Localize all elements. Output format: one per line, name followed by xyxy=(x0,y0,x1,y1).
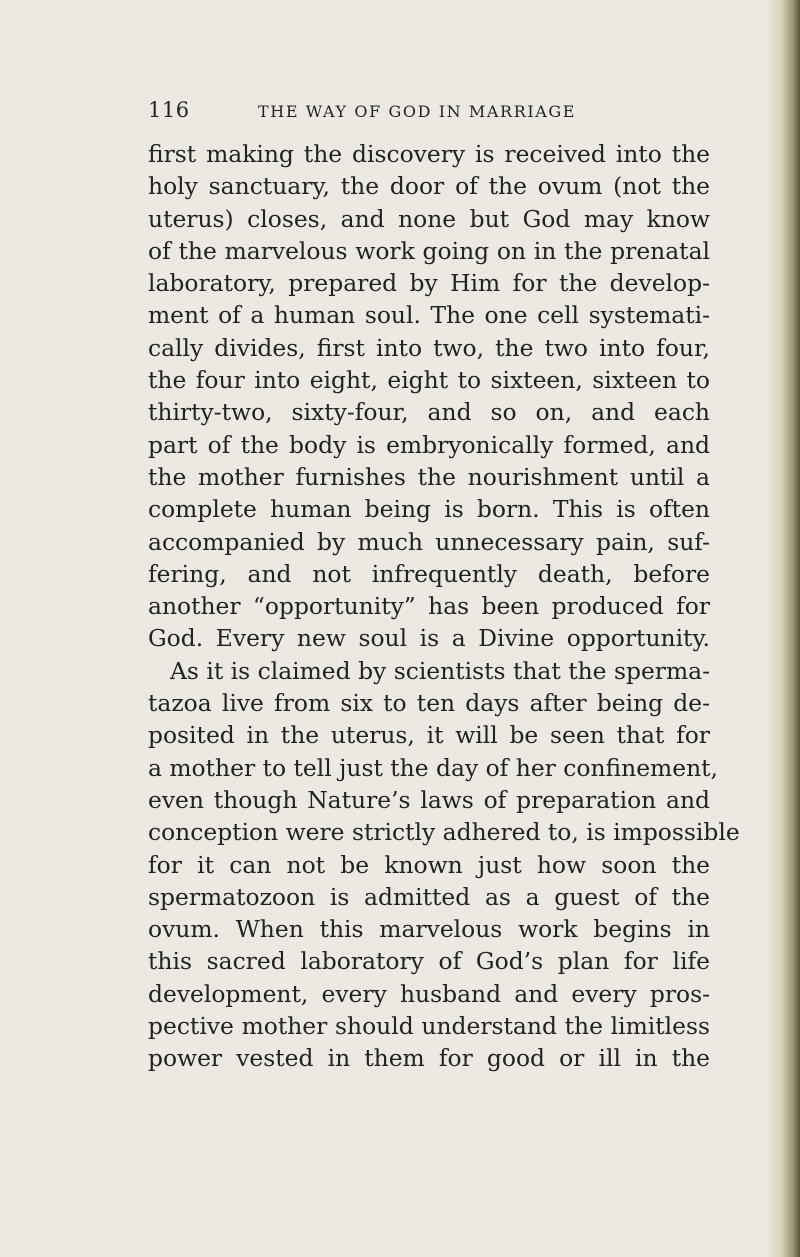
page-edge-shadow xyxy=(766,0,800,1257)
text-line: uterus) closes, and none but God may know xyxy=(148,204,710,233)
text-line: fering, and not infrequently death, before xyxy=(148,559,710,588)
text-line: pective mother should understand the limitless xyxy=(148,1012,710,1041)
text-line: for it can not be known just how soon the xyxy=(148,850,710,879)
text-line: ovum. When this marvelous work begins in xyxy=(148,915,710,944)
text-line: tazoa live from six to ten days after being de- xyxy=(148,689,710,718)
running-head: THE WAY OF GOD IN MARRIAGE xyxy=(258,102,577,121)
text-line: thirty-two, sixty-four, and so on, and each xyxy=(148,398,710,427)
text-line: even though Nature’s laws of preparation and xyxy=(148,785,710,814)
text-line: conception were strictly adhered to, is impossible xyxy=(148,818,740,847)
text-line: the mother furnishes the nourishment until a xyxy=(148,462,710,491)
text-line: complete human being is born. This is often xyxy=(148,495,710,524)
page-number: 116 xyxy=(148,98,190,122)
text-line: God. Every new soul is a Divine opportunity. xyxy=(148,624,710,653)
text-line: first making the discovery is received into the xyxy=(148,140,710,168)
text-line: development, every husband and every pros- xyxy=(148,979,710,1008)
text-line: ment of a human soul. The one cell systemati- xyxy=(148,301,710,330)
page-header xyxy=(148,98,638,126)
text-line: spermatozoon is admitted as a guest of the xyxy=(148,882,710,911)
text-line: of the marvelous work going on in the prenatal xyxy=(148,236,710,265)
text-line: the four into eight, eight to sixteen, sixteen to xyxy=(148,366,710,395)
text-line: laboratory, prepared by Him for the develop- xyxy=(148,269,710,298)
text-line: cally divides, first into two, the two into four, xyxy=(148,333,710,362)
text-line: another “opportunity” has been produced for xyxy=(148,592,710,621)
text-line: a mother to tell just the day of her confinement, xyxy=(148,753,718,782)
body-text xyxy=(148,138,740,1075)
text-line: power vested in them for good or ill in the xyxy=(148,1044,710,1073)
text-line: accompanied by much unnecessary pain, suf- xyxy=(148,527,710,556)
text-line: part of the body is embryonically formed, and xyxy=(148,430,710,459)
text-line: this sacred laboratory of God’s plan for life xyxy=(148,947,710,976)
text-line: holy sanctuary, the door of the ovum (not the xyxy=(148,172,710,201)
text-line: posited in the uterus, it will be seen that for xyxy=(148,721,710,750)
text-line: As it is claimed by scientists that the sperma- xyxy=(170,656,710,685)
